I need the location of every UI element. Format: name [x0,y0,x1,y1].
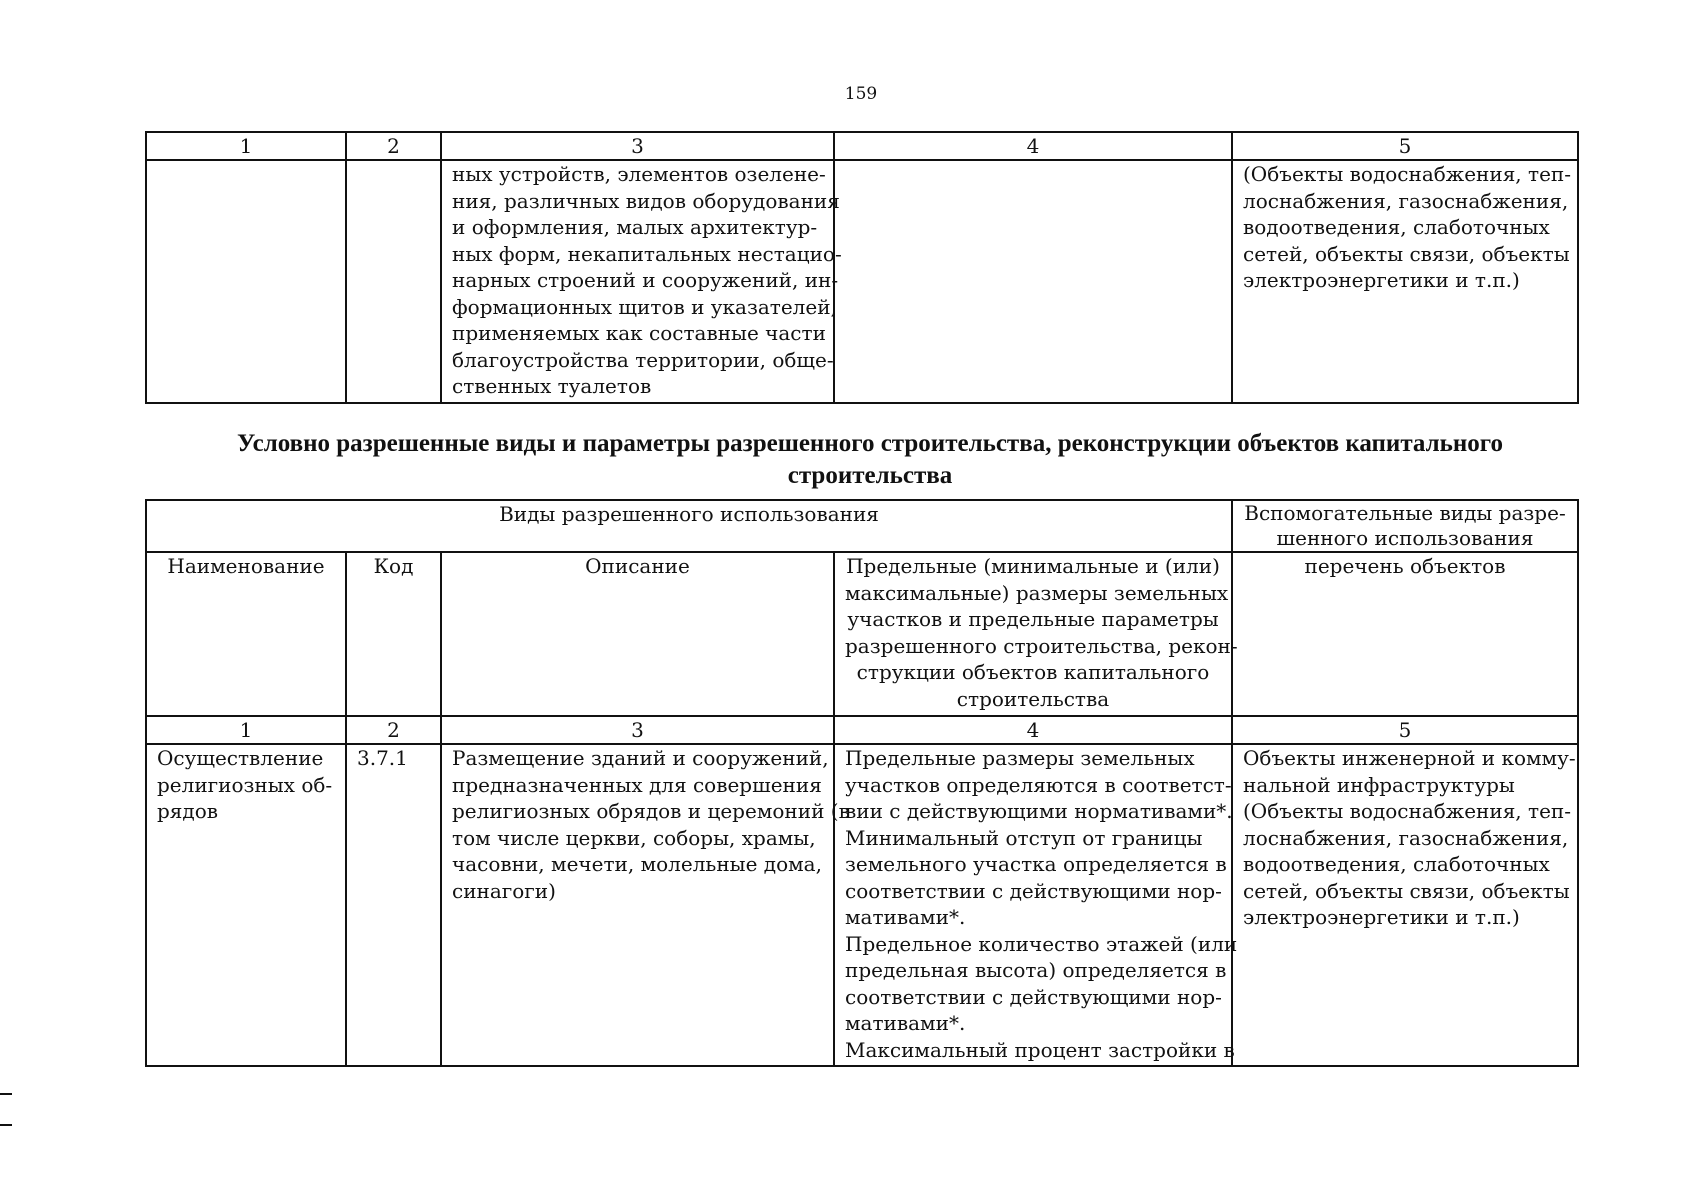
header-aux-list: перечень объектов [1232,552,1578,716]
text-line: участков определяются в соответст- [845,772,1232,797]
text-line: мативами*. [845,1011,966,1035]
text-line: лоснабжения, газоснабжения, [1243,825,1569,850]
text-line: предельная высота) определяется в [845,958,1227,982]
section-title-line: строительства [787,462,953,489]
page-number: 159 [844,84,878,104]
column-header-row [146,552,1578,716]
text-line: предназначенных для совершения [452,772,822,797]
margin-mark [0,1093,12,1095]
description-cell [441,160,842,403]
text-line: мативами*. [845,905,966,929]
column-number-row [146,716,1578,744]
text-line: строительства [956,686,1110,711]
text-line: водоотведения, слаботочных [1243,852,1550,876]
text-line: том числе церкви, соборы, храмы, [452,825,816,850]
text-line: рядов [157,799,219,823]
column-number: 1 [146,716,346,744]
text-line: благоустройства территории, обще- [452,347,834,372]
header-name: Наименование [146,552,346,716]
text-line: электроэнергетики и т.п.) [1243,905,1520,929]
text-line: водоотведения, слаботочных [1243,215,1550,239]
text-line: Максимальный процент застройки в [845,1037,1235,1062]
column-number: 2 [346,716,441,744]
continuation-table [145,131,1579,404]
text-line: ственных туалетов [452,374,652,398]
text-line: часовни, мечети, молельные дома, [452,852,822,876]
text-line: применяемых как составные части [452,321,826,345]
parameters-cell [834,160,1232,403]
text-line: Вспомогательные виды разре- [1244,501,1566,525]
text-line: религиозных обрядов и церемоний (в [452,799,850,823]
name-cell [146,160,346,403]
text-line: религиозных об- [157,772,333,797]
text-line: струкции объектов капитального [856,660,1210,684]
text-line: формационных щитов и указателей, [452,294,837,319]
column-number: 2 [346,132,441,160]
column-number: 5 [1232,716,1578,744]
auxiliary-cell [1232,160,1578,403]
header-description: Описание [441,552,834,716]
description-cell [441,744,850,1066]
text-line: соответствии с действующими нор- [845,878,1222,903]
text-line: (Объекты водоснабжения, теп- [1243,799,1572,823]
aux-group-header [1232,500,1578,552]
text-line: Минимальный отступ от границы [845,825,1203,850]
text-line: электроэнергетики и т.п.) [1243,268,1520,292]
table-row [146,160,1578,403]
section-title [160,428,1580,492]
column-number: 4 [834,132,1232,160]
text-line: соответствии с действующими нор- [845,984,1222,1009]
margin-mark [0,1124,12,1126]
text-line: сетей, объекты связи, объекты [1243,241,1570,266]
table-row [146,744,1578,1066]
code-cell [346,160,441,403]
column-number: 4 [834,716,1232,744]
text-line: ных форм, некапитальных нестацио- [452,241,842,266]
header-parameters [834,552,1238,716]
auxiliary-cell [1232,744,1578,1066]
text-line: нарных строений и сооружений, ин- [452,268,839,292]
column-number: 5 [1232,132,1578,160]
text-line: вии с действующими нормативами*. [845,799,1233,823]
name-cell [146,744,346,1066]
permitted-uses-table [145,499,1579,1067]
text-line: сетей, объекты связи, объекты [1243,878,1570,903]
text-line: и оформления, малых архитектур- [452,215,818,239]
column-number: 1 [146,132,346,160]
text-line: Предельное количество этажей (или [845,931,1238,956]
section-title-line: Условно разрешенные виды и параметры разрешенного строительства, реконструкции объектов капитального [236,430,1504,457]
text-line: земельного участка определяется в [845,852,1227,876]
group-header-row [146,500,1578,552]
text-line: ния, различных видов оборудования [452,188,840,213]
code-cell: 3.7.1 [346,744,441,1066]
text-line: Размещение зданий и сооружений, [452,746,829,770]
text-line: лоснабжения, газоснабжения, [1243,188,1569,213]
text-line: нальной инфраструктуры [1243,772,1515,797]
text-line: шенного использования [1276,526,1534,550]
group-header: Виды разрешенного использования [146,500,1232,552]
column-number-row [146,132,1578,160]
text-line: Осуществление [157,746,324,770]
parameters-cell [834,744,1238,1066]
text-line: ных устройств, элементов озелене- [452,162,826,186]
column-number: 3 [441,716,834,744]
text-line: Предельные (минимальные и (или) [846,554,1220,578]
header-code: Код [346,552,441,716]
text-line: синагоги) [452,878,556,903]
text-line: участков и предельные параметры [847,607,1219,631]
text-line: максимальные) размеры земельных [845,580,1229,605]
text-line: Предельные размеры земельных [845,746,1195,770]
column-number: 3 [441,132,834,160]
text-line: разрешенного строительства, рекон- [845,633,1238,658]
text-line: (Объекты водоснабжения, теп- [1243,162,1572,186]
text-line: Объекты инженерной и комму- [1243,746,1576,770]
